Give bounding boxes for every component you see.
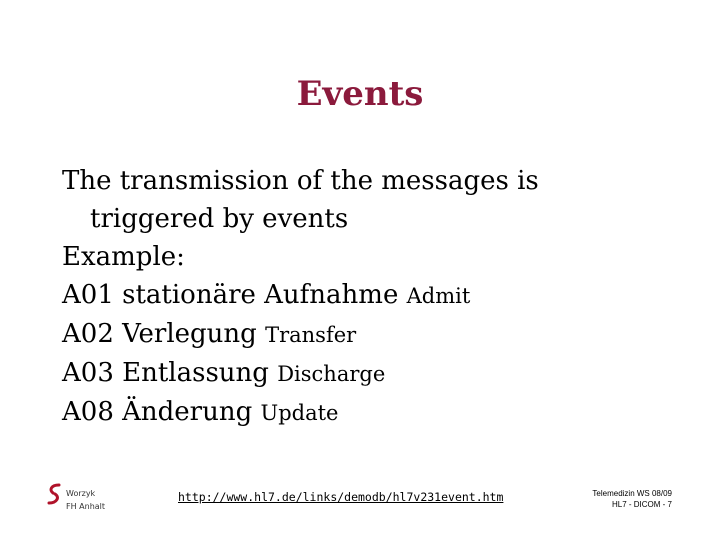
slide-title: Events xyxy=(296,74,424,114)
slide-content xyxy=(62,162,682,432)
intro-line-1: The transmission of the messages is xyxy=(62,166,539,196)
event-english: Admit xyxy=(406,284,471,308)
event-item-a08 xyxy=(62,393,682,432)
event-english: Discharge xyxy=(277,362,386,386)
author-institution: FH Anhalt xyxy=(66,502,106,511)
event-code: A01 stationäre Aufnahme xyxy=(62,280,399,310)
event-english: Update xyxy=(260,401,339,425)
example-label: Example: xyxy=(62,242,185,272)
slide-number: HL7 - DICOM - 7 xyxy=(611,500,672,509)
reference-link[interactable]: http://www.hl7.de/links/demodb/hl7v231event.htm xyxy=(178,490,504,504)
event-item-a03 xyxy=(62,354,682,393)
fh-anhalt-logo-icon xyxy=(46,482,62,506)
event-code: A03 Entlassung xyxy=(62,358,269,388)
event-item-a01 xyxy=(62,276,682,315)
intro-line-2: triggered by events xyxy=(90,204,349,234)
course-name: Telemedizin WS 08/09 xyxy=(592,489,672,498)
footer-course-info xyxy=(560,488,672,510)
footer-author xyxy=(66,487,105,513)
event-code: A02 Verlegung xyxy=(62,319,257,349)
event-item-a02 xyxy=(62,315,682,354)
event-english: Transfer xyxy=(265,323,357,347)
author-name: Worzyk xyxy=(66,489,96,498)
event-code: A08 Änderung xyxy=(62,397,253,427)
